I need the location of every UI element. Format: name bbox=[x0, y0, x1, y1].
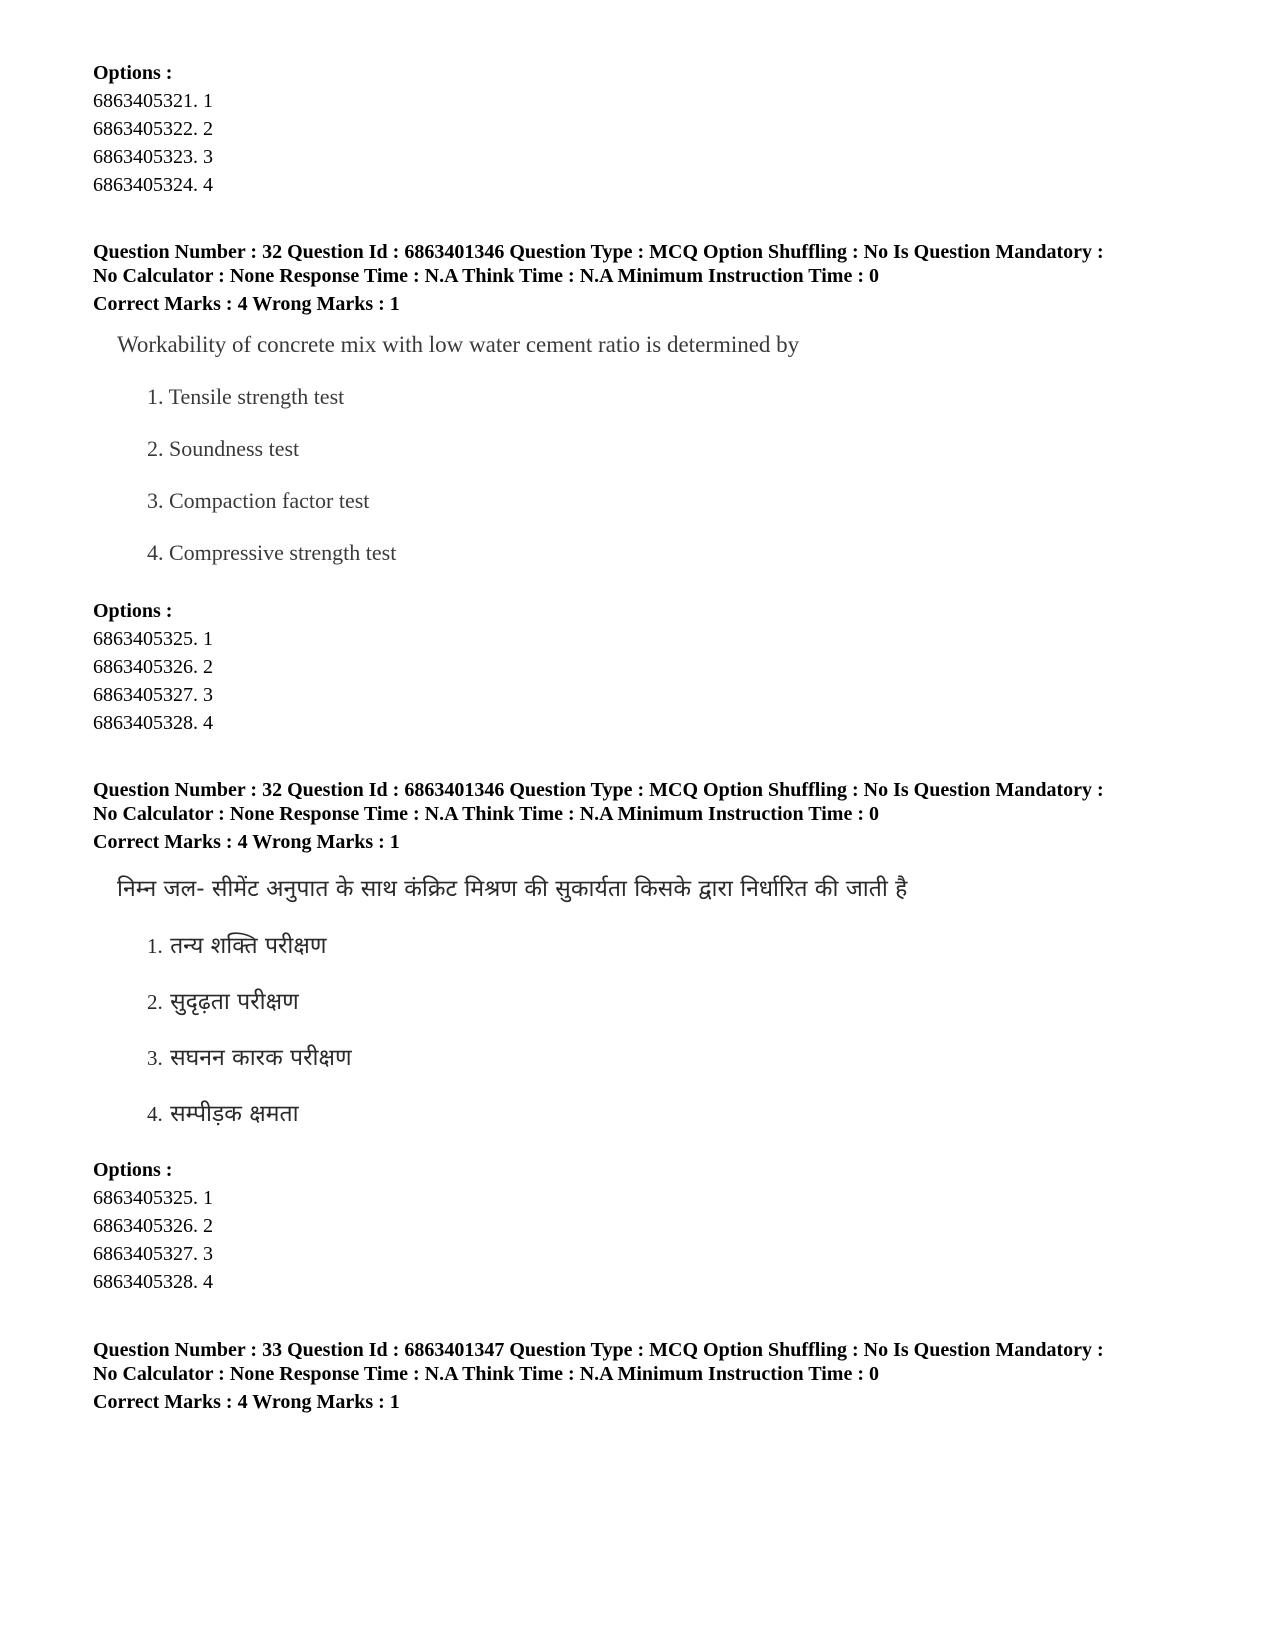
question-marks: Correct Marks : 4 Wrong Marks : 1 bbox=[93, 831, 400, 853]
choice-text: सम्पीड़क क्षमता bbox=[170, 1101, 299, 1127]
question-header-hi bbox=[93, 778, 1104, 856]
option-item: 6863405328. 4 bbox=[93, 1271, 213, 1293]
option-item: 6863405327. 3 bbox=[93, 684, 213, 706]
options-block-hi bbox=[93, 1156, 213, 1296]
options-label: Options : bbox=[93, 62, 173, 84]
question-meta-line-2: No Calculator : None Response Time : N.A Think Time : N.A Minimum Instruction Time : 0 bbox=[93, 803, 879, 825]
option-item: 6863405325. 1 bbox=[93, 628, 213, 650]
choice-hi-4 bbox=[147, 1098, 299, 1130]
option-item: 6863405321. 1 bbox=[93, 90, 213, 112]
choice-en-1: 1. Tensile strength test bbox=[147, 384, 345, 409]
options-block-en bbox=[93, 597, 213, 737]
question-stem-hi: निम्न जल- सीमेंट अनुपात के साथ कंक्रिट मिश्रण की सुकार्यता किसके द्वारा निर्धारित की जाती है bbox=[117, 876, 908, 902]
question-meta-line-2: No Calculator : None Response Time : N.A Think Time : N.A Minimum Instruction Time : 0 bbox=[93, 265, 879, 287]
option-item: 6863405324. 4 bbox=[93, 174, 213, 196]
choice-hi-1 bbox=[147, 930, 327, 962]
question-marks: Correct Marks : 4 Wrong Marks : 1 bbox=[93, 293, 400, 315]
choice-number: 3. bbox=[147, 1046, 163, 1070]
choice-en-2: 2. Soundness test bbox=[147, 436, 300, 461]
option-item: 6863405325. 1 bbox=[93, 1187, 213, 1209]
question-header-en bbox=[93, 240, 1104, 318]
question-meta-line-2: No Calculator : None Response Time : N.A Think Time : N.A Minimum Instruction Time : 0 bbox=[93, 1363, 879, 1385]
question-marks: Correct Marks : 4 Wrong Marks : 1 bbox=[93, 1391, 400, 1413]
option-item: 6863405323. 3 bbox=[93, 146, 213, 168]
option-item: 6863405326. 2 bbox=[93, 1215, 213, 1237]
choice-en-4: 4. Compressive strength test bbox=[147, 540, 397, 565]
options-label: Options : bbox=[93, 1159, 173, 1181]
question-meta-line-1: Question Number : 32 Question Id : 6863401346 Question Type : MCQ Option Shuffling : No Is Question Mandatory : bbox=[93, 779, 1104, 801]
options-label: Options : bbox=[93, 600, 173, 622]
choice-number: 4. bbox=[147, 1102, 163, 1126]
question-image-hi bbox=[117, 873, 907, 905]
question-meta-line-1: Question Number : 33 Question Id : 6863401347 Question Type : MCQ Option Shuffling : No Is Question Mandatory : bbox=[93, 1339, 1104, 1361]
question-stem-en: Workability of concrete mix with low water cement ratio is determined by bbox=[117, 332, 800, 357]
option-item: 6863405328. 4 bbox=[93, 712, 213, 734]
option-item: 6863405322. 2 bbox=[93, 118, 213, 140]
question-meta-line-1: Question Number : 32 Question Id : 6863401346 Question Type : MCQ Option Shuffling : No Is Question Mandatory : bbox=[93, 241, 1104, 263]
choice-en-3: 3. Compaction factor test bbox=[147, 488, 370, 513]
choice-hi-2 bbox=[147, 986, 299, 1018]
choice-hi-3 bbox=[147, 1042, 352, 1074]
option-item: 6863405327. 3 bbox=[93, 1243, 213, 1265]
option-item: 6863405326. 2 bbox=[93, 656, 213, 678]
question-image-en bbox=[117, 330, 799, 360]
choice-number: 1. bbox=[147, 934, 163, 958]
choice-number: 2. bbox=[147, 990, 163, 1014]
question-header-next bbox=[93, 1338, 1104, 1416]
options-block-prev bbox=[93, 59, 213, 199]
choice-text: तन्य शक्ति परीक्षण bbox=[170, 933, 327, 959]
choice-text: सुदृढ़ता परीक्षण bbox=[170, 989, 299, 1015]
choice-text: सघनन कारक परीक्षण bbox=[170, 1045, 352, 1071]
